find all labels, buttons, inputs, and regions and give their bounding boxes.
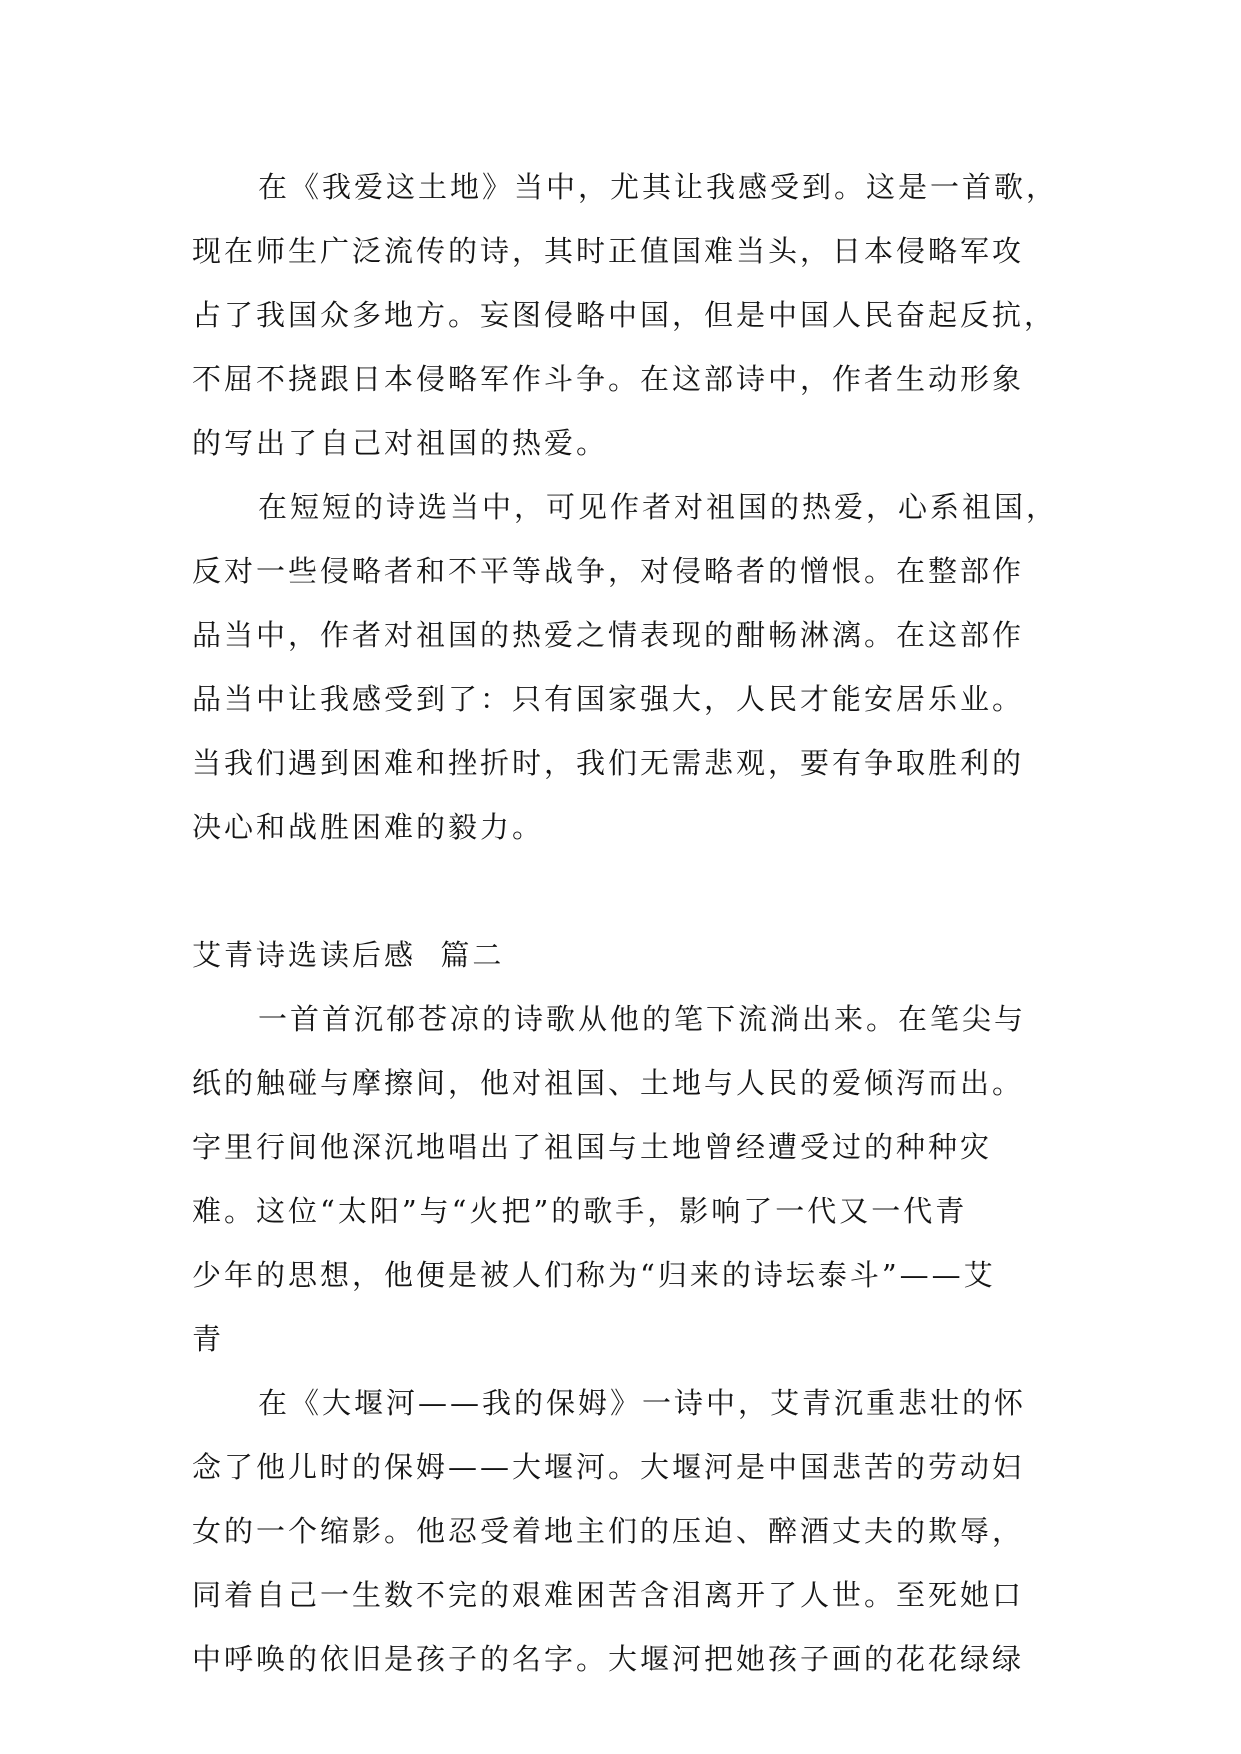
heading-text: 艾青诗选读后感 篇二	[192, 938, 505, 972]
text-line: 同着自己一生数不完的艰难困苦含泪离开了人世。至死她口	[192, 1578, 1025, 1612]
text-line: 在《大堰河——我的保姆》一诗中，艾青沉重悲壮的怀	[258, 1386, 1027, 1420]
paragraph-3	[192, 987, 1072, 1371]
text-line: 纸的触碰与摩擦间，他对祖国、土地与人民的爱倾泻而出。	[192, 1066, 1025, 1100]
text-line: 难。这位“太阳”与“火把”的歌手，影响了一代又一代青	[192, 1194, 968, 1228]
section-heading	[192, 923, 1072, 987]
text-line: 中呼唤的依旧是孩子的名字。大堰河把她孩子画的花花绿绿	[192, 1642, 1025, 1676]
blank-line	[192, 859, 1072, 923]
paragraph-2	[192, 475, 1072, 859]
text-line: 决心和战胜困难的毅力。	[192, 810, 545, 844]
paragraph-1	[192, 155, 1072, 475]
text-line: 现在师生广泛流传的诗，其时正值国难当头，日本侵略军攻	[192, 234, 1025, 268]
text-line: 在《我爱这土地》当中，尤其让我感受到。这是一首歌，	[258, 170, 1059, 204]
text-line: 不屈不挠跟日本侵略军作斗争。在这部诗中，作者生动形象	[192, 362, 1025, 396]
text-line: 念了他儿时的保姆——大堰河。大堰河是中国悲苦的劳动妇	[192, 1450, 1025, 1484]
text-line: 少年的思想，他便是被人们称为“归来的诗坛泰斗”——艾	[192, 1258, 996, 1292]
text-line: 一首首沉郁苍凉的诗歌从他的笔下流淌出来。在笔尖与	[258, 1002, 1027, 1036]
text-line: 反对一些侵略者和不平等战争，对侵略者的憎恨。在整部作	[192, 554, 1025, 588]
paragraph-4	[192, 1371, 1072, 1691]
text-line: 品当中，作者对祖国的热爱之情表现的酣畅淋漓。在这部作	[192, 618, 1025, 652]
text-line: 青	[192, 1322, 225, 1356]
text-line: 当我们遇到困难和挫折时，我们无需悲观，要有争取胜利的	[192, 746, 1025, 780]
document-body	[192, 155, 1072, 1691]
text-line: 在短短的诗选当中，可见作者对祖国的热爱，心系祖国，	[258, 490, 1059, 524]
text-line: 女的一个缩影。他忍受着地主们的压迫、醉酒丈夫的欺辱，	[192, 1514, 1025, 1548]
text-line: 字里行间他深沉地唱出了祖国与土地曾经遭受过的种种灾	[192, 1130, 993, 1164]
text-line: 占了我国众多地方。妄图侵略中国，但是中国人民奋起反抗，	[192, 298, 1057, 332]
text-line: 品当中让我感受到了：只有国家强大，人民才能安居乐业。	[192, 682, 1025, 716]
text-line: 的写出了自己对祖国的热爱。	[192, 426, 609, 460]
